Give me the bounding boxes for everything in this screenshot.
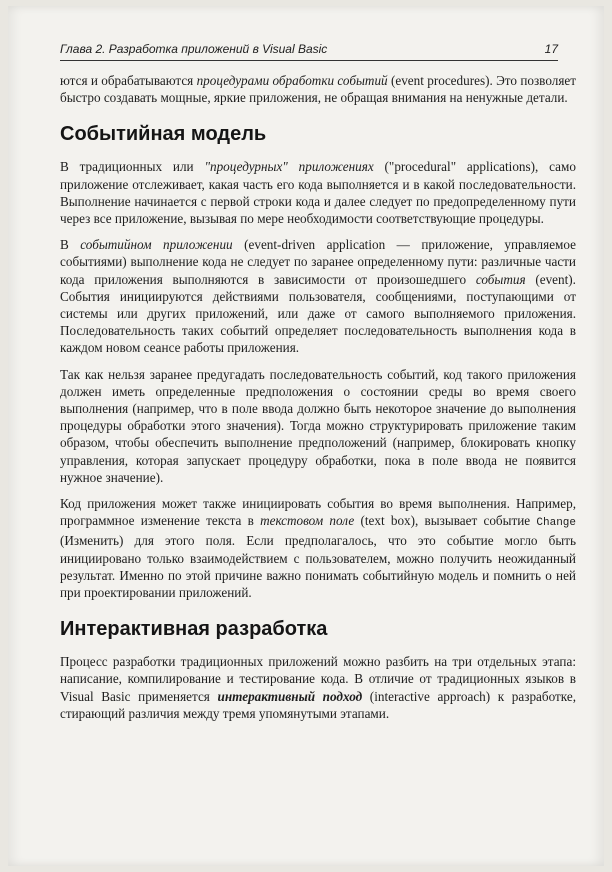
paragraph-procedural: В традиционных или "процедурных" приложениях ("procedural" applications), само приложение отслеживает, какая часть его кода выполняется и в какой последовательности. Выполнение начинается с первой строки кода и далее следует по предопределенному пути через все приложение, вызывая по мере необходимости соответствующие процедуры. <box>60 159 576 227</box>
paragraph-interactive: Процесс разработки традиционных приложений можно разбить на три отдельных этапа: написание, компилирование и тестирование кода. В отличие от традиционных языков в Visual Basic применяется интерактивный подход (interactive approach) к разработке, стирающий различия между тремя упомянутыми этапами. <box>60 654 577 721</box>
page-body <box>60 72 576 731</box>
page-number: 17 <box>544 42 558 56</box>
paragraph-assumptions: Так как нельзя заранее предугадать последовательность событий, код такого приложения должен иметь определенные предположения о состоянии среды во время своего выполнения (например, что в поле ввода должно быть некоторое значение до выполнения процедуры обработки этого значения). Тогда можно структурировать приложение таким образом, чтобы обеспечить выполнение предположений (например, блокировать кнопку управления, которая запускает процедуру обработки, пока в поле ввода не появится нужное значение). <box>60 366 576 485</box>
running-header <box>60 40 558 61</box>
section-heading-interactive: Интерактивная разработка <box>60 618 328 641</box>
paragraph-intro: ются и обрабатываются процедурами обработки событий (event procedures). Это позволяет быстро создавать мощные, яркие приложения, не обращая внимания на ненужные детали. <box>60 73 576 106</box>
paragraph-code-events: Код приложения может также инициировать события во время выполнения. Например, программное изменение текста в текстовом поле (text box), вызывает событие Change (Изменить) для этого поля. Если предполагалось, что это событие могло быть инициировано только взаимодействием с пользователем, можно получить неожиданный результат. Именно по этой причине важно понимать событийную модель и помнить о ней при проектировании приложений. <box>60 496 576 601</box>
section-heading-event-model: Событийная модель <box>60 123 267 146</box>
book-page <box>8 6 604 866</box>
chapter-title: Глава 2. Разработка приложений в Visual Basic <box>60 42 328 56</box>
paragraph-event-driven: В событийном приложении (event-driven application — приложение, управляемое событиями) выполнение кода не следует по заранее определенному пути: различные части кода приложения выполняются в зависимости от произошедшего события (event). События инициируются действиями пользователя, сообщениями, поступающими от системы или других приложений, или даже от самого выполняемого приложения. Последовательность таких событий определяет последовательность выполнения кода в каждом новом сеансе работы приложения. <box>60 237 576 356</box>
